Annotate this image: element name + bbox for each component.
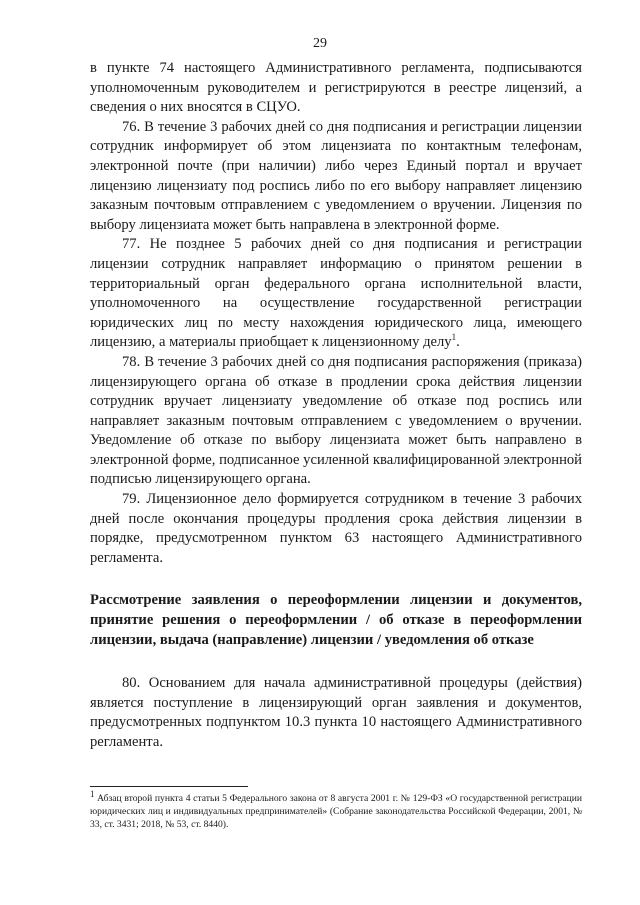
footnote (90, 788, 582, 831)
paragraph-80: 80. Основанием для начала административной процедуры (действия) является поступление в лицензирующий орган заявления и документов, предусмотренных подпунктом 10.3 пункта 10 настоящего Административного регламента. (90, 675, 582, 750)
paragraph-77-tail: . (456, 334, 460, 351)
paragraph-76: 76. В течение 3 рабочих дней со дня подписания и регистрации лицензии сотрудник информирует об этом лицензиата по контактным телефонам, электронной почте (при наличии) либо через Единый портал и вручает лицензию лицензиату под роспись либо по его выбору направляет лицензию заказным почтовым отправлением с уведомлением о вручении. Лицензия по выбору лицензиата может быть направлена в электронной форме. (90, 118, 582, 233)
footnote-divider (90, 786, 248, 787)
paragraph-75-continuation: в пункте 74 настоящего Административного регламента, подписываются уполномоченным руководителем и регистрируются в реестре лицензий, а сведения о них вносятся в СЦУО. (90, 60, 582, 116)
page-number: 29 (313, 36, 327, 51)
section-heading: Рассмотрение заявления о переоформлении лицензии и документов, принятие решения о переоформлении / об отказе в переоформлении лицензии, выдача (направление) лицензии / уведомления об отказе (90, 592, 582, 648)
footnote-text: Абзац второй пункта 4 статьи 5 Федерального закона от 8 августа 2001 г. № 129-ФЗ «О государственной регистрации юридических лиц и индивидуальных предпринимателей» (Собрание законодательства Российской Федерации, 2001, № 33, ст. 3431; 2018, № 53, ст. 8440). (90, 793, 582, 830)
paragraph-78: 78. В течение 3 рабочих дней со дня подписания распоряжения (приказа) лицензирующего органа об отказе в продлении срока действия лицензии сотрудник вручает лицензиату уведомление об отказе под роспись или направляет заказным почтовым отправлением с уведомлением о вручении. Уведомление об отказе по выбору лицензиата может быть направлено в электронной форме, подписанное усиленной квалифицированной электронной подписью лицензирующего органа. (90, 353, 582, 488)
footnote-marker: 1 (90, 788, 95, 799)
paragraph-79: 79. Лицензионное дело формируется сотрудником в течение 3 рабочих дней после окончания процедуры продления срока действия лицензии в порядке, предусмотренном пунктом 63 настоящего Административного регламента. (90, 491, 582, 566)
footnote-reference: 1 (451, 332, 457, 343)
paragraph-77-text: 77. Не позднее 5 рабочих дней со дня подписания и регистрации лицензии сотрудник направляет информацию о принятом решении в территориальный орган федерального органа исполнительной власти, уполномоченного на осуществление государственной регистрации юридических лиц по месту нахождения юридического лица, имеющего лицензию, а материалы приобщает к лицензионному делу (90, 236, 582, 351)
paragraph-77 (90, 235, 582, 353)
document-body (90, 59, 582, 753)
